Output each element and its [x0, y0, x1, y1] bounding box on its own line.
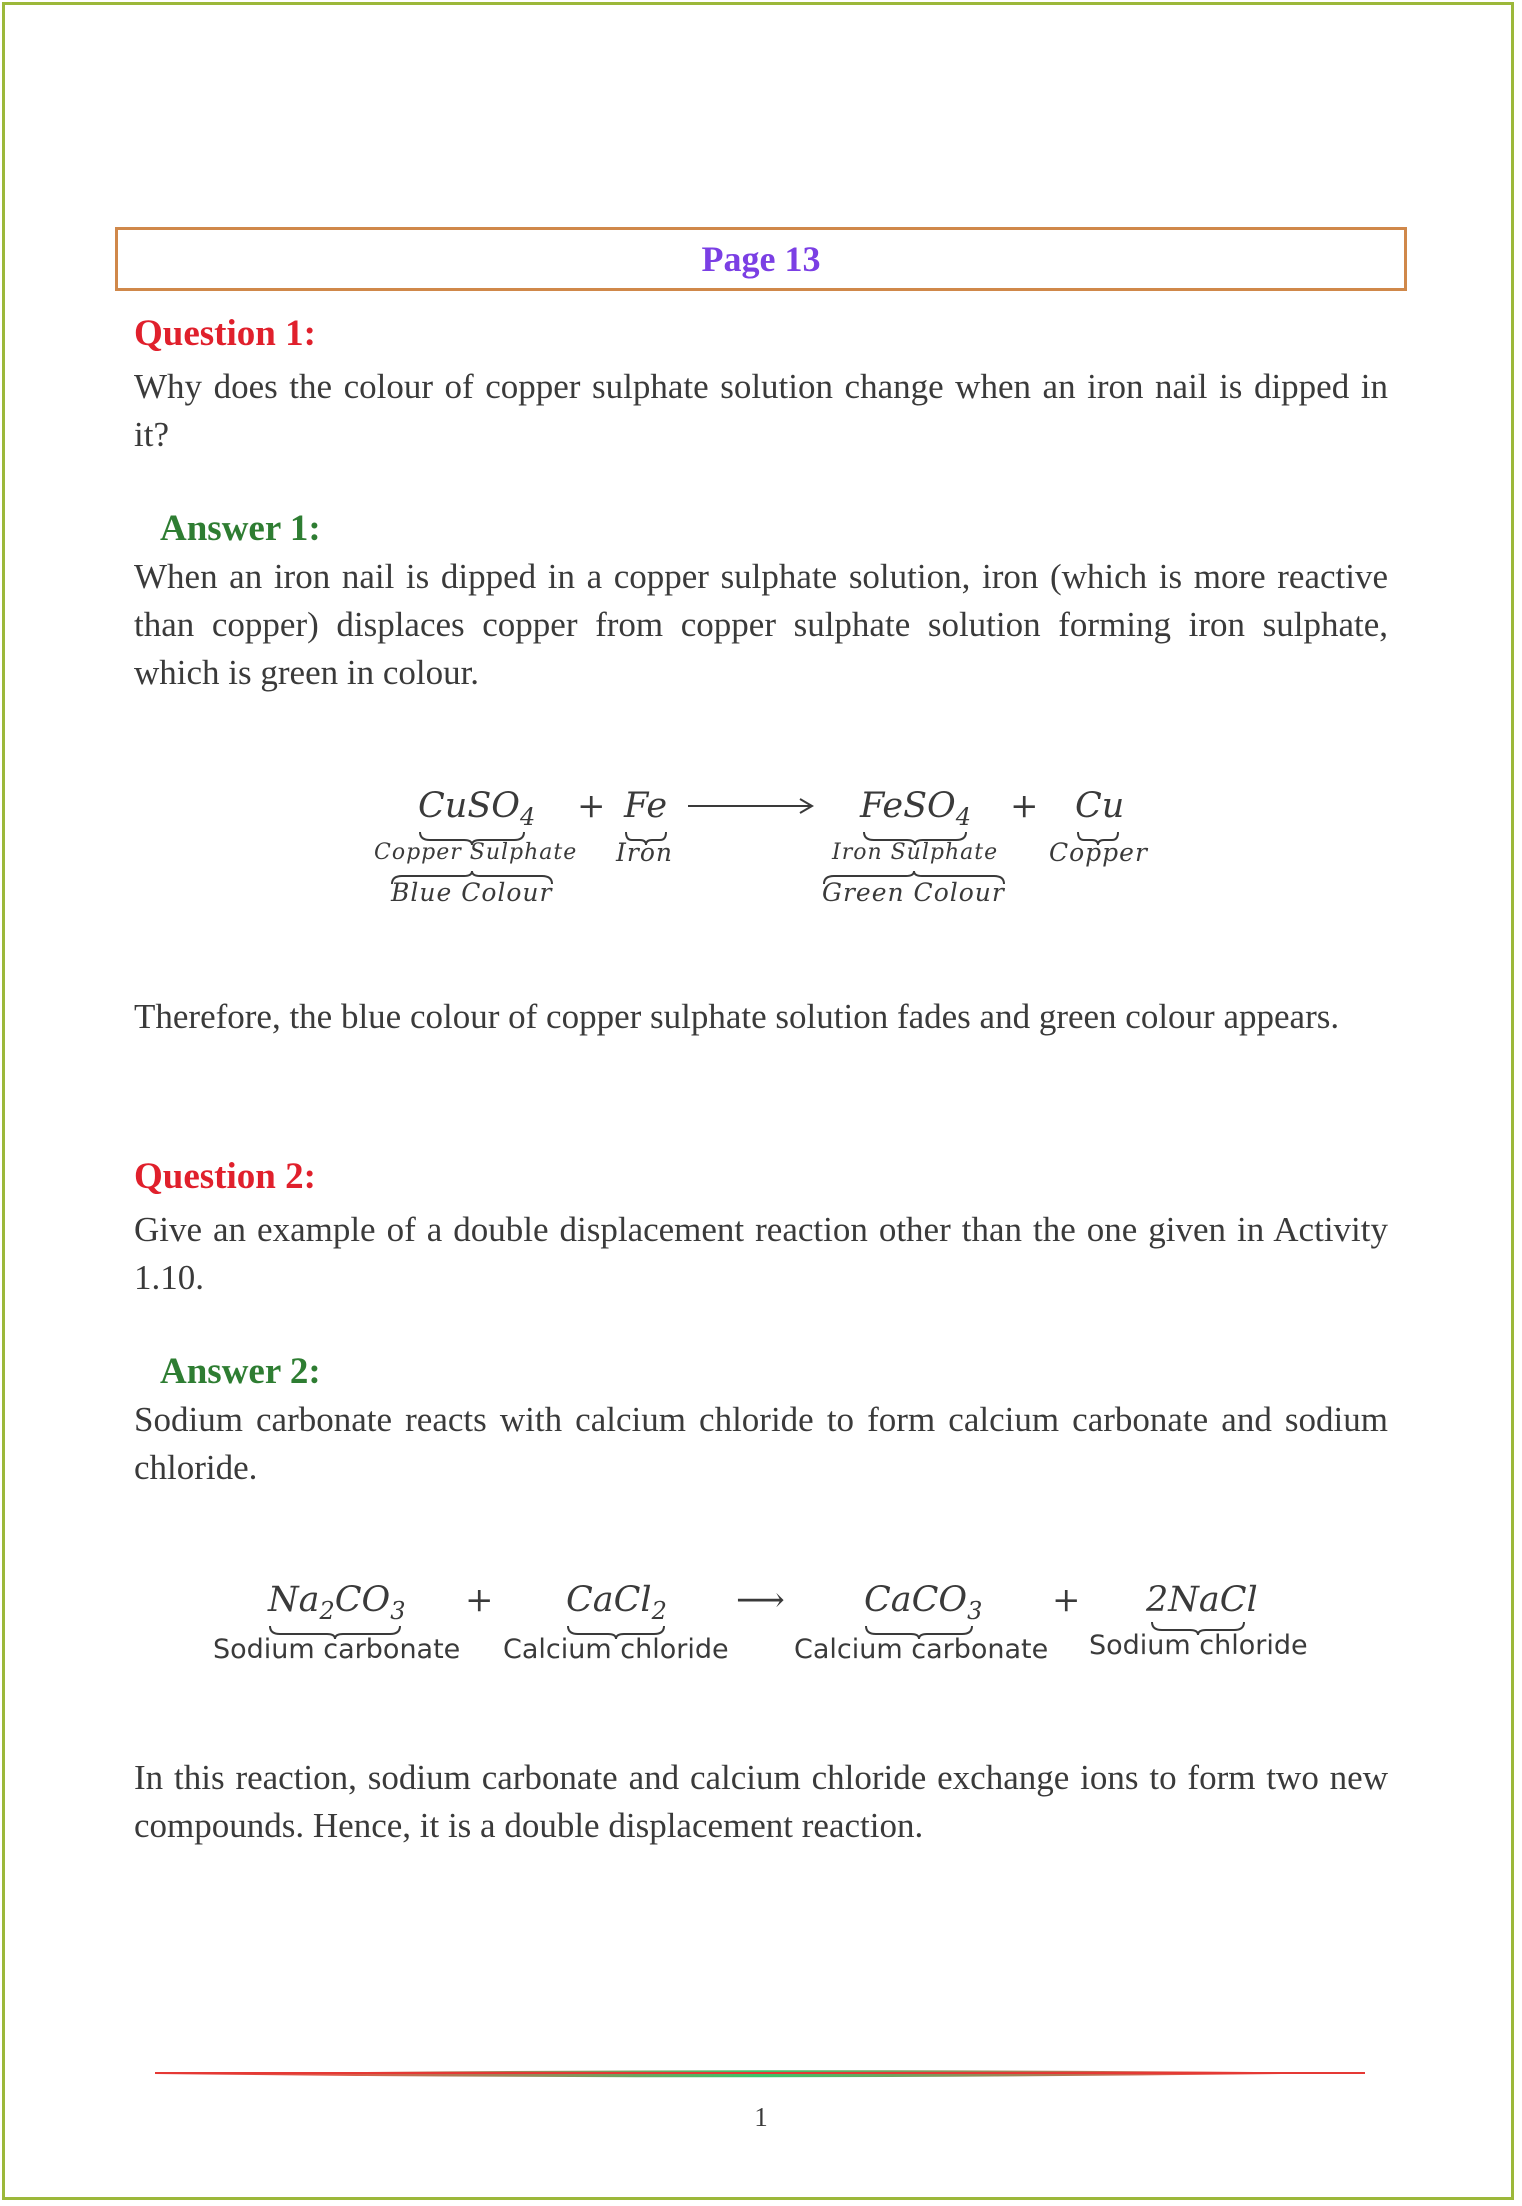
eq1-reactant-1-name: Copper Sulphate [374, 840, 578, 865]
answer-1-label: Answer 1: [160, 508, 321, 549]
eq1-product-2: Cu [1075, 786, 1125, 826]
eq2-reactant-2: CaCl$_2$ [566, 1580, 667, 1625]
eq1-product-2-name: Copper [1049, 838, 1148, 867]
eq2-plus-1: + [465, 1580, 494, 1620]
question-2-text: Give an example of a double displacement reaction other than the one given in Activity 1.10. [134, 1210, 1388, 1297]
eq2-reactant-1-name: Sodium carbonate [213, 1634, 461, 1665]
answer-2-conclusion: In this reaction, sodium carbonate and calcium chloride exchange ions to form two new compounds. Hence, it is a double displacement reaction. [134, 1758, 1388, 1845]
eq1-reactant-2: Fe [624, 786, 668, 826]
eq2-product-2-name: Sodium chloride [1089, 1630, 1308, 1661]
eq2-reactant-2-name: Calcium chloride [503, 1634, 729, 1665]
eq2-plus-2: + [1052, 1580, 1081, 1620]
page-header-box [115, 227, 1407, 291]
eq2-reactant-1: $Na_2CO_3$ [268, 1580, 406, 1625]
eq1-plus-2: + [1010, 786, 1039, 826]
eq2-product-1: CaCO$_3$ [864, 1580, 983, 1625]
page-number: 1 [754, 2102, 768, 2132]
footer-divider [155, 2067, 1365, 2081]
eq2-product-1-name: Calcium carbonate [794, 1634, 1049, 1665]
eq2-arrow: ⟶ [736, 1580, 785, 1620]
eq1-product-1-colour: Green Colour [822, 878, 1005, 907]
question-1-label: Question 1: [134, 313, 316, 354]
eq1-product-1: FeSO$_4$ [860, 786, 972, 831]
question-1-text: Why does the colour of copper sulphate solution change when an iron nail is dipped in it? [134, 367, 1388, 454]
eq1-reactant-1: CuSO$_4$ [418, 786, 536, 831]
answer-1-conclusion: Therefore, the blue colour of copper sulphate solution fades and green colour appears. [134, 997, 1340, 1036]
eq1-plus-1: + [577, 786, 606, 826]
eq1-product-1-name: Iron Sulphate [832, 840, 999, 865]
page-title: Page 13 [701, 239, 821, 279]
eq1-reactant-2-name: Iron [616, 838, 673, 867]
eq1-arrow [686, 796, 816, 816]
answer-1-text: When an iron nail is dipped in a copper sulphate solution, iron (which is more reactive than copper) displaces copper from copper sulphate solution forming iron sulphate, which is green in colour. [134, 557, 1388, 692]
eq1-reactant-1-colour: Blue Colour [391, 878, 553, 907]
eq2-product-2: 2NaCl [1146, 1580, 1258, 1620]
answer-2-text: Sodium carbonate reacts with calcium chloride to form calcium carbonate and sodium chloride. [134, 1400, 1388, 1487]
answer-2-label: Answer 2: [160, 1351, 321, 1392]
question-2-label: Question 2: [134, 1156, 316, 1197]
